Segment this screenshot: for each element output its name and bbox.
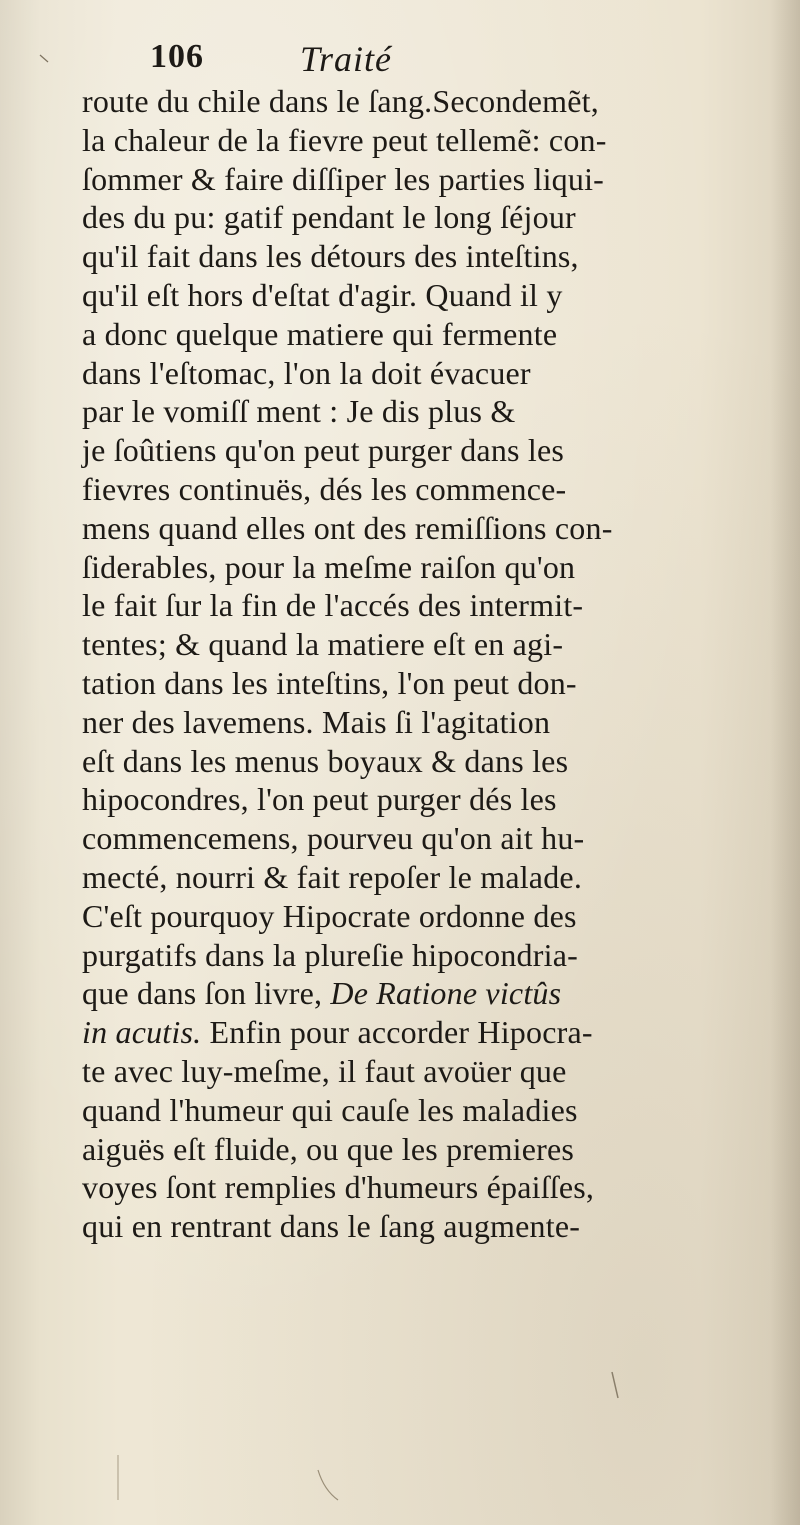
text-line: C'eſt pourquoy Hipocrate ordonne des: [82, 897, 577, 934]
text-line: qu'il eſt hors d'eſtat d'agir. Quand il y: [82, 276, 563, 313]
text-line: route du chile dans le ſang.Secondemẽt,: [82, 83, 599, 119]
paper-speck: [318, 1470, 338, 1500]
text-line: voyes ſont remplies d'humeurs épaiſſes,: [82, 1169, 595, 1206]
text-line: eſt dans les menus boyaux & dans les: [82, 742, 569, 779]
page-number: 106: [150, 38, 204, 75]
text-line: ner des lavemens. Mais ſi l'agitation: [82, 703, 551, 740]
text-line: des du pu: gatif pendant le long ſéjour: [82, 199, 576, 236]
text-line: je ſoûtiens qu'on peut purger dans les: [82, 432, 565, 469]
italic-book-title: De Ratione victûs: [330, 975, 562, 1012]
text-line: hipocondres, l'on peut purger dés les: [82, 781, 557, 818]
text-line: que dans ſon livre, De Ratione victûs: [82, 975, 562, 1012]
text-line: le fait ſur la fin de l'accés des intermit-: [82, 587, 584, 624]
text-line: fievres continuës, dés les commence-: [82, 470, 567, 507]
text-line: tation dans les inteſtins, l'on peut don-: [82, 664, 577, 701]
running-title: Traité: [300, 39, 393, 79]
text-line: te avec luy-meſme, il faut avoüer que: [82, 1052, 567, 1089]
text-line: quand l'humeur qui cauſe les maladies: [82, 1091, 578, 1128]
text-line: in acutis. Enfin pour accorder Hipocra-: [82, 1014, 593, 1051]
text-line: aiguës eſt fluide, ou que les premieres: [82, 1130, 575, 1167]
text-line: mecté, nourri & fait repoſer le malade.: [82, 858, 583, 895]
text-line: purgatifs dans la plureſie hipocondria-: [82, 936, 578, 973]
text-line: tentes; & quand la matiere eſt en agi-: [82, 626, 564, 663]
text-line: commencemens, pourveu qu'on ait hu-: [82, 820, 585, 857]
text-line: ſommer & faire diſſiper les parties liqui-: [82, 160, 605, 197]
text-line: par le vomiſſ ment : Je dis plus &: [82, 393, 516, 430]
text-line: ſiderables, pour la meſme raiſon qu'on: [82, 548, 576, 585]
text-line: mens quand elles ont des remiſſions con-: [82, 509, 613, 546]
text-line: la chaleur de la fievre peut tellemẽ: con-: [82, 121, 607, 158]
page-header: [150, 38, 610, 88]
paper-speck: [40, 55, 48, 62]
text-line: qui en rentrant dans le ſang augmente-: [82, 1208, 581, 1245]
text-line: qu'il fait dans les détours des inteſtins,: [82, 238, 579, 275]
text-line: a donc quelque matiere qui fermente: [82, 315, 558, 352]
body-text: [82, 82, 800, 1246]
paper-speck: [612, 1372, 618, 1398]
text-line: dans l'eſtomac, l'on la doit évacuer: [82, 354, 531, 391]
italic-book-title-cont: in acutis.: [82, 1014, 202, 1051]
